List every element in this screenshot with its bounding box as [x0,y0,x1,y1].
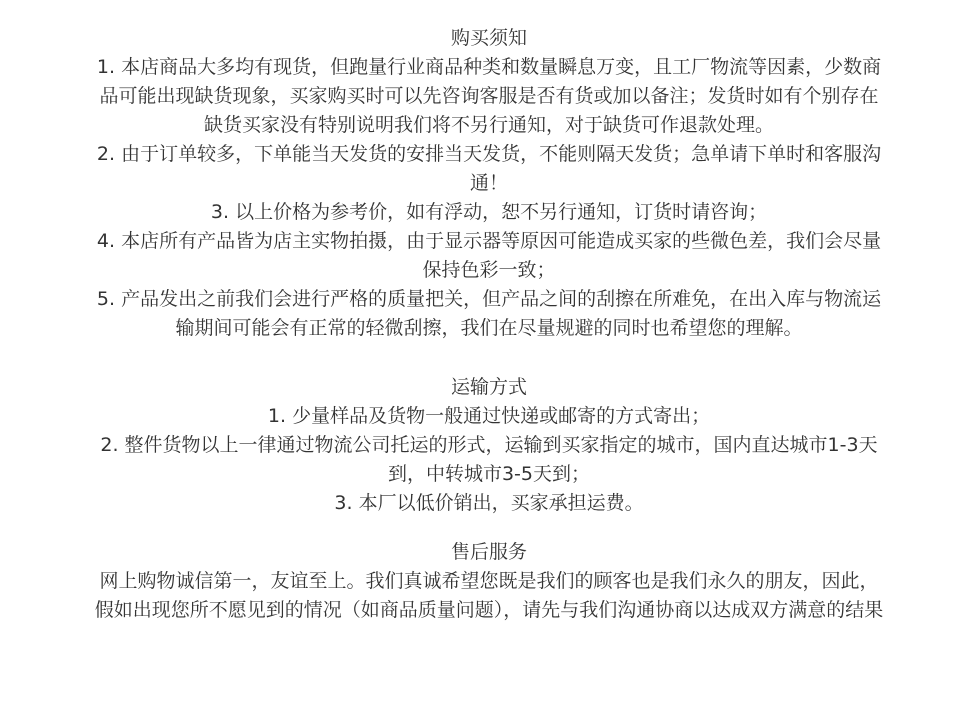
after-sales-item: 网上购物诚信第一，友谊至上。我们真诚希望您既是我们的顾客也是我们永久的朋友，因此，假如出现您所不愿见到的情况（如商品质量问题），请先与我们沟通协商以达成双方满意的结果 [94,570,884,621]
section-spacer [0,518,978,538]
purchase-notice-section [94,24,884,343]
section-spacer [0,343,978,373]
shipping-section [94,373,884,518]
shipping-item: 2. 整件货物以上一律通过物流公司托运的形式，运输到买家指定的城市，国内直达城市1-3天到，中转城市3-5天到； [100,434,878,485]
purchase-notice-item: 4. 本店所有产品皆为店主实物拍摄，由于显示器等原因可能造成买家的些微色差，我们会尽量保持色彩一致； [96,230,882,281]
purchase-notice-title: 购买须知 [450,27,527,49]
purchase-notice-item: 3. 以上价格为参考价，如有浮动，恕不另行通知，订货时请咨询； [210,201,768,223]
shipping-item: 1. 少量样品及货物一般通过快递或邮寄的方式寄出； [267,405,711,427]
after-sales-title: 售后服务 [450,541,527,563]
after-sales-section [94,538,884,625]
shipping-item: 3. 本厂以低价销出，买家承担运费。 [334,492,644,514]
purchase-notice-item: 2. 由于订单较多，下单能当天发货的安排当天发货，不能则隔天发货；急单请下单时和客服沟通！ [96,143,882,194]
shipping-title: 运输方式 [450,376,527,398]
purchase-notice-item: 1. 本店商品大多均有现货，但跑量行业商品种类和数量瞬息万变，且工厂物流等因素，少数商品可能出现缺货现象，买家购买时可以先咨询客服是否有货或加以备注；发货时如有个别存在缺货买家没有特别说明我们将不另行通知，对于缺货可作退款处理。 [96,56,882,136]
purchase-notice-item: 5. 产品发出之前我们会进行严格的质量把关，但产品之间的刮擦在所难免，在出入库与物流运输期间可能会有正常的轻微刮擦，我们在尽量规避的同时也希望您的理解。 [96,288,882,339]
